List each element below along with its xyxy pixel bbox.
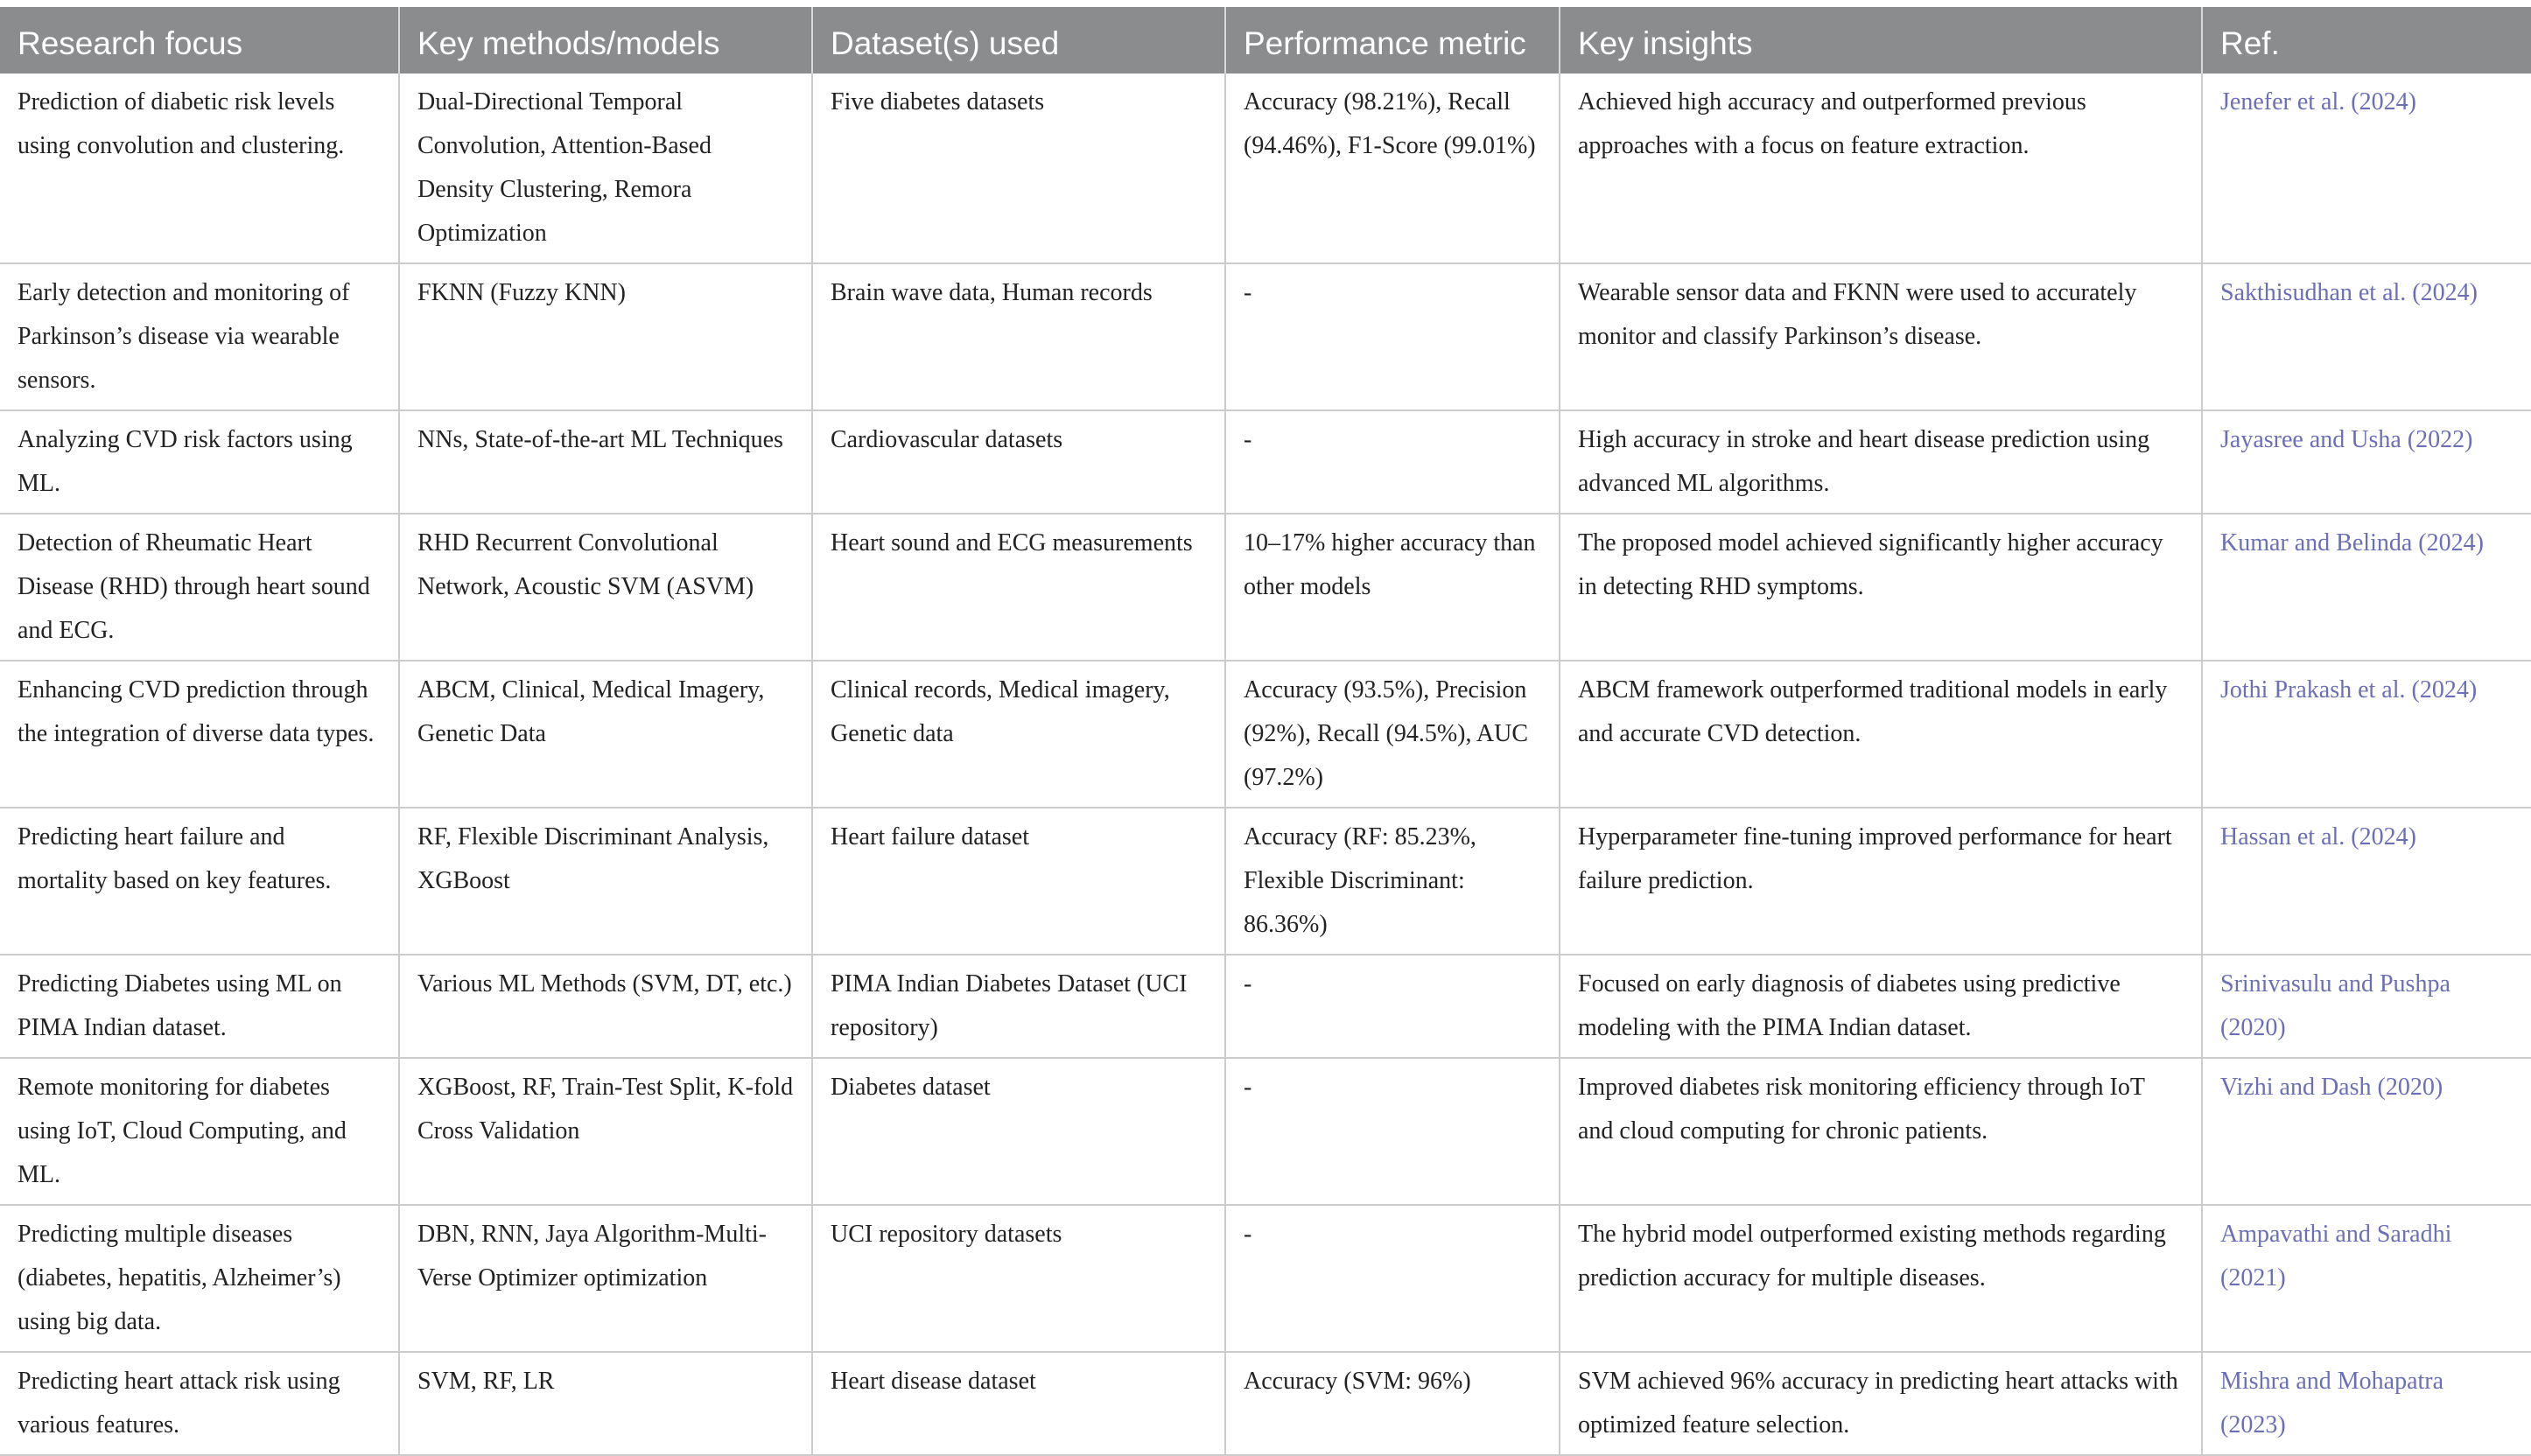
cell-insights: Improved diabetes risk monitoring efficiency through IoT and cloud computing for chronic patients. (1560, 1058, 2202, 1205)
reference-link[interactable]: Mishra and Mohapatra (2023) (2202, 1352, 2531, 1455)
header-key-methods: Key methods/models (399, 7, 812, 74)
reference-link[interactable]: Sakthisudhan et al. (2024) (2202, 263, 2531, 410)
cell-metric: Accuracy (98.21%), Recall (94.46%), F1-Score (99.01%) (1225, 74, 1560, 263)
cell-insights: Achieved high accuracy and outperformed previous approaches with a focus on feature extraction. (1560, 74, 2202, 263)
header-key-insights: Key insights (1560, 7, 2202, 74)
cell-metric: Accuracy (RF: 85.23%, Flexible Discriminant: 86.36%) (1225, 808, 1560, 955)
cell-insights: Wearable sensor data and FKNN were used to accurately monitor and classify Parkinson’s disease. (1560, 263, 2202, 410)
cell-metric: - (1225, 263, 1560, 410)
cell-datasets: Clinical records, Medical imagery, Genetic data (812, 661, 1225, 808)
cell-insights: Hyperparameter fine-tuning improved performance for heart failure prediction. (1560, 808, 2202, 955)
header-row (0, 7, 2531, 74)
cell-focus: Predicting heart attack risk using various features. (0, 1352, 399, 1455)
cell-insights: Focused on early diagnosis of diabetes using predictive modeling with the PIMA Indian dataset. (1560, 955, 2202, 1058)
table-row (0, 74, 2531, 263)
table-header (0, 7, 2531, 74)
reference-link[interactable]: Jenefer et al. (2024) (2202, 74, 2531, 263)
cell-metric: - (1225, 1205, 1560, 1352)
cell-metric: - (1225, 955, 1560, 1058)
header-research-focus: Research focus (0, 7, 399, 74)
header-ref: Ref. (2202, 7, 2531, 74)
cell-metric: - (1225, 410, 1560, 514)
cell-insights: SVM achieved 96% accuracy in predicting heart attacks with optimized feature selection. (1560, 1352, 2202, 1455)
table-row (0, 955, 2531, 1058)
cell-focus: Analyzing CVD risk factors using ML. (0, 410, 399, 514)
cell-insights: The proposed model achieved significantly higher accuracy in detecting RHD symptoms. (1560, 514, 2202, 661)
cell-datasets: Heart failure dataset (812, 808, 1225, 955)
cell-metric: Accuracy (SVM: 96%) (1225, 1352, 1560, 1455)
cell-datasets: Diabetes dataset (812, 1058, 1225, 1205)
cell-focus: Prediction of diabetic risk levels using convolution and clustering. (0, 74, 399, 263)
table-row (0, 808, 2531, 955)
table-row (0, 410, 2531, 514)
cell-focus: Early detection and monitoring of Parkinson’s disease via wearable sensors. (0, 263, 399, 410)
cell-insights: The hybrid model outperformed existing methods regarding prediction accuracy for multiple diseases. (1560, 1205, 2202, 1352)
cell-focus: Enhancing CVD prediction through the integration of diverse data types. (0, 661, 399, 808)
cell-insights: High accuracy in stroke and heart disease prediction using advanced ML algorithms. (1560, 410, 2202, 514)
cell-methods: Dual-Directional Temporal Convolution, Attention-Based Density Clustering, Remora Optimization (399, 74, 812, 263)
table-row (0, 263, 2531, 410)
cell-methods: XGBoost, RF, Train-Test Split, K-fold Cross Validation (399, 1058, 812, 1205)
cell-focus: Predicting heart failure and mortality based on key features. (0, 808, 399, 955)
cell-focus: Predicting Diabetes using ML on PIMA Indian dataset. (0, 955, 399, 1058)
table-row (0, 514, 2531, 661)
cell-focus: Predicting multiple diseases (diabetes, hepatitis, Alzheimer’s) using big data. (0, 1205, 399, 1352)
cell-focus: Detection of Rheumatic Heart Disease (RHD) through heart sound and ECG. (0, 514, 399, 661)
cell-metric: - (1225, 1058, 1560, 1205)
cell-insights: ABCM framework outperformed traditional models in early and accurate CVD detection. (1560, 661, 2202, 808)
cell-focus: Remote monitoring for diabetes using IoT, Cloud Computing, and ML. (0, 1058, 399, 1205)
cell-methods: FKNN (Fuzzy KNN) (399, 263, 812, 410)
cell-datasets: Brain wave data, Human records (812, 263, 1225, 410)
cell-datasets: Cardiovascular datasets (812, 410, 1225, 514)
reference-link[interactable]: Kumar and Belinda (2024) (2202, 514, 2531, 661)
table-row (0, 1205, 2531, 1352)
cell-datasets: Heart disease dataset (812, 1352, 1225, 1455)
cell-datasets: Five diabetes datasets (812, 74, 1225, 263)
table-body (0, 74, 2531, 1455)
cell-datasets: UCI repository datasets (812, 1205, 1225, 1352)
reference-link[interactable]: Srinivasulu and Pushpa (2020) (2202, 955, 2531, 1058)
table-row (0, 1058, 2531, 1205)
header-performance-metric: Performance metric (1225, 7, 1560, 74)
cell-datasets: PIMA Indian Diabetes Dataset (UCI repository) (812, 955, 1225, 1058)
reference-link[interactable]: Vizhi and Dash (2020) (2202, 1058, 2531, 1205)
header-datasets: Dataset(s) used (812, 7, 1225, 74)
cell-metric: Accuracy (93.5%), Precision (92%), Recall (94.5%), AUC (97.2%) (1225, 661, 1560, 808)
cell-methods: NNs, State-of-the-art ML Techniques (399, 410, 812, 514)
reference-link[interactable]: Jothi Prakash et al. (2024) (2202, 661, 2531, 808)
table-row (0, 661, 2531, 808)
table-row (0, 1352, 2531, 1455)
reference-link[interactable]: Ampavathi and Saradhi (2021) (2202, 1205, 2531, 1352)
cell-methods: SVM, RF, LR (399, 1352, 812, 1455)
cell-methods: RF, Flexible Discriminant Analysis, XGBoost (399, 808, 812, 955)
reference-link[interactable]: Hassan et al. (2024) (2202, 808, 2531, 955)
cell-methods: DBN, RNN, Jaya Algorithm-Multi-Verse Optimizer optimization (399, 1205, 812, 1352)
cell-methods: RHD Recurrent Convolutional Network, Acoustic SVM (ASVM) (399, 514, 812, 661)
cell-methods: ABCM, Clinical, Medical Imagery, Genetic Data (399, 661, 812, 808)
cell-methods: Various ML Methods (SVM, DT, etc.) (399, 955, 812, 1058)
reference-link[interactable]: Jayasree and Usha (2022) (2202, 410, 2531, 514)
cell-metric: 10–17% higher accuracy than other models (1225, 514, 1560, 661)
cell-datasets: Heart sound and ECG measurements (812, 514, 1225, 661)
research-summary-table (0, 7, 2531, 1456)
